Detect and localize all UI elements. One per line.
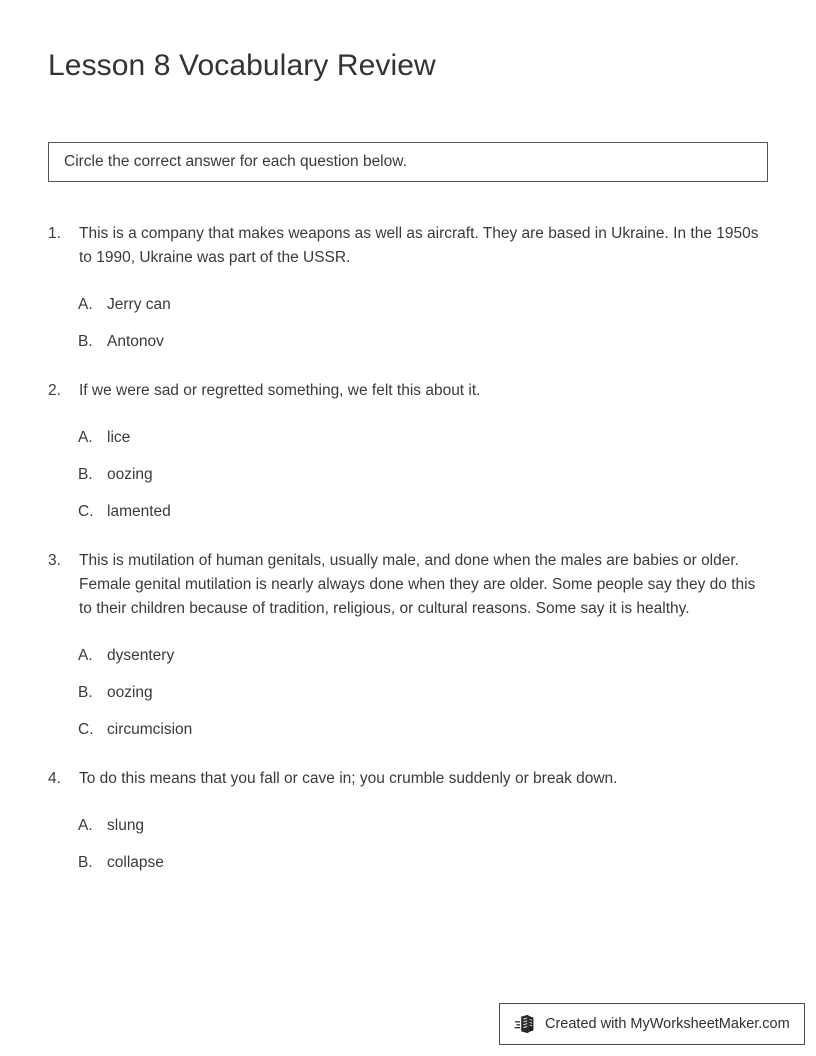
question-number: 2.	[48, 382, 61, 399]
option-letter: B.	[78, 466, 93, 483]
option-letter: C.	[78, 503, 94, 520]
answer-options	[48, 644, 770, 741]
option-text: circumcision	[107, 721, 193, 738]
option-text: collapse	[107, 854, 164, 871]
option-text: oozing	[107, 466, 153, 483]
answer-option[interactable]	[78, 644, 770, 667]
question-list	[48, 222, 770, 900]
question-number: 4.	[48, 770, 61, 787]
created-with-badge[interactable]	[499, 1003, 805, 1045]
question-block	[48, 767, 770, 874]
question-block	[48, 222, 770, 353]
option-text: Jerry can	[107, 296, 171, 313]
question-number: 1.	[48, 225, 61, 242]
option-letter: B.	[78, 854, 93, 871]
answer-option[interactable]	[78, 814, 770, 837]
answer-option[interactable]	[78, 681, 770, 704]
option-text: oozing	[107, 684, 153, 701]
option-text: lamented	[107, 503, 171, 520]
question-block	[48, 379, 770, 523]
answer-options	[48, 426, 770, 523]
page-title: Lesson 8 Vocabulary Review	[48, 49, 436, 82]
question-text: If we were sad or regretted something, we felt this about it.	[79, 382, 481, 399]
answer-option[interactable]	[78, 426, 770, 449]
instruction-box	[48, 142, 768, 182]
option-letter: C.	[78, 721, 94, 738]
question-number: 3.	[48, 552, 61, 569]
question-text: This is mutilation of human genitals, usually male, and done when the males are babies or older. Female genital mutilation is nearly always done when they are older. Some people say they do this to their children because of tradition, religious, or cultural reasons. Some say it is healthy.	[79, 552, 756, 617]
option-text: Antonov	[107, 333, 164, 350]
answer-options	[48, 814, 770, 874]
answer-option[interactable]	[78, 293, 770, 316]
question-text: To do this means that you fall or cave in; you crumble suddenly or break down.	[79, 770, 618, 787]
question-text: This is a company that makes weapons as well as aircraft. They are based in Ukraine. In the 1950s to 1990, Ukraine was part of the USSR.	[79, 225, 759, 266]
option-text: lice	[107, 429, 131, 446]
answer-option[interactable]	[78, 500, 770, 523]
answer-option[interactable]	[78, 851, 770, 874]
option-text: dysentery	[107, 647, 175, 664]
answer-option[interactable]	[78, 330, 770, 353]
option-text: slung	[107, 817, 145, 834]
option-letter: B.	[78, 333, 93, 350]
answer-option[interactable]	[78, 718, 770, 741]
badge-label: Created with MyWorksheetMaker.com	[545, 1016, 790, 1032]
worksheet-maker-logo-icon	[514, 1013, 536, 1035]
question-row	[48, 549, 770, 621]
instruction-text: Circle the correct answer for each question below.	[64, 153, 407, 170]
option-letter: A.	[78, 296, 93, 313]
option-letter: A.	[78, 429, 93, 446]
option-letter: A.	[78, 647, 93, 664]
option-letter: A.	[78, 817, 93, 834]
option-letter: B.	[78, 684, 93, 701]
answer-option[interactable]	[78, 463, 770, 486]
question-row	[48, 222, 770, 270]
answer-options	[48, 293, 770, 353]
question-row	[48, 767, 770, 791]
question-row	[48, 379, 770, 403]
question-block	[48, 549, 770, 741]
